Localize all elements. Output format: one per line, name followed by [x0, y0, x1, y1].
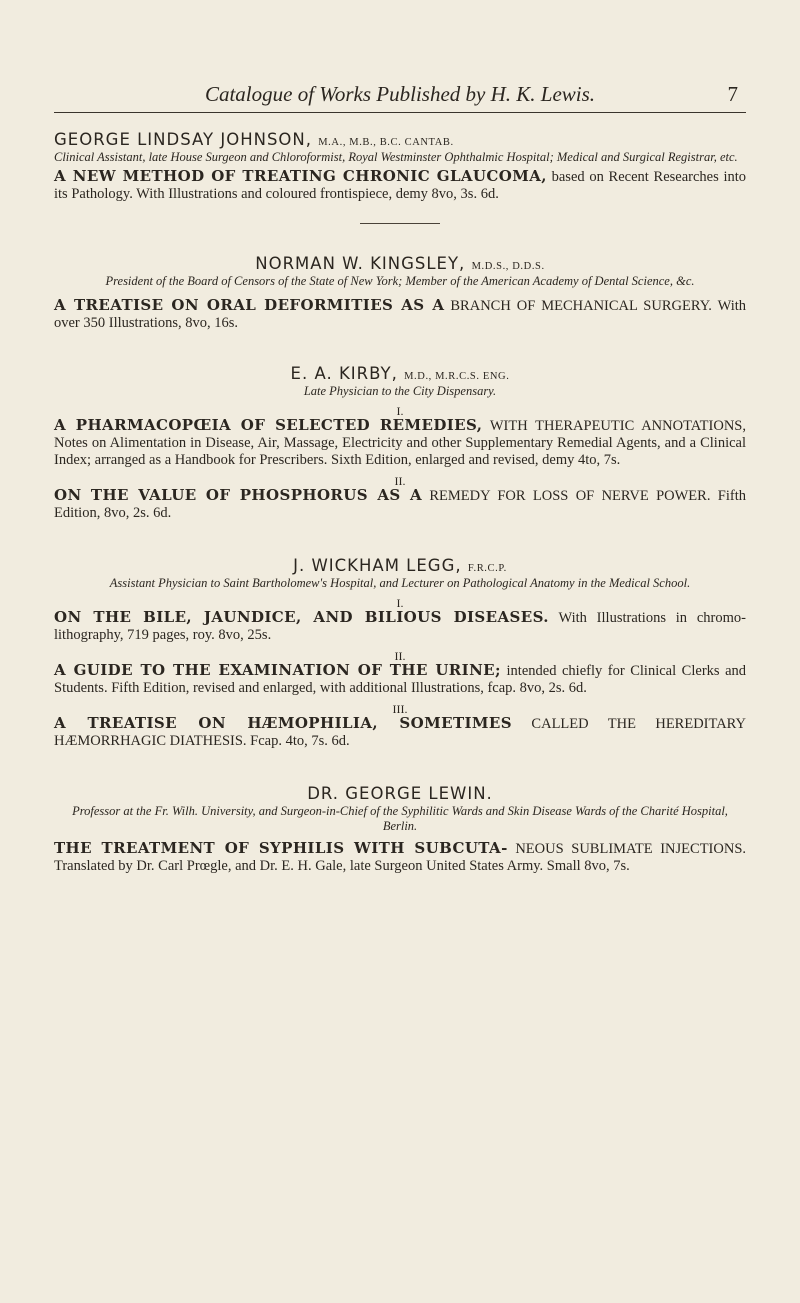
work-body: based on Recent Researches into its Pathology. With Illustrations and coloured frontispiece, demy 8vo, 3s. 6d. [54, 169, 747, 202]
work-title: ON THE VALUE OF PHOSPHORUS AS A [54, 486, 422, 504]
work-numeral: II. [394, 649, 406, 663]
work-numeral: III. [392, 702, 408, 716]
work-body: WITH THERAPEUTIC ANNOTATIONS, Notes on Alimentation in Disease, Air, Massage, Electricity and other Supplementary Remedial Agents, and a Clinical Index; arranged as a Handbook for Prescribers. Sixth Edition, enlarged and revised, demy 4to, 7s. [54, 418, 746, 468]
work-body: BRANCH OF MECHANICAL SURGERY. With over 350 Illustrations, 8vo, 16s. [54, 298, 747, 331]
work-entry [54, 715, 746, 750]
section-johnson [54, 130, 746, 203]
work-title: A GUIDE TO THE EXAMINATION OF THE URINE; [54, 661, 501, 679]
work-entry [54, 168, 746, 203]
work-body: REMEDY FOR LOSS OF NERVE POWER. Fifth Edition, 8vo, 2s. 6d. [54, 488, 747, 521]
author-qualifications: M.D., M.R.C.S. ENG. [404, 371, 510, 382]
work-entry [54, 840, 746, 875]
divider [360, 223, 440, 224]
page-number: 7 [727, 82, 738, 106]
author-name [54, 784, 746, 803]
page [54, 82, 746, 875]
author-name-text: J. WICKHAM LEGG, [293, 556, 462, 575]
running-head [54, 82, 746, 113]
work-body: NEOUS SUBLIMATE INJECTIONS. Translated by Dr. Carl Prœgle, and Dr. E. H. Gale, late Surgeon United States Army. Small 8vo, 7s. [54, 841, 747, 874]
author-affiliation: Clinical Assistant, late House Surgeon and Chloroformist, Royal Westminster Ophthalmic Hospital; Medical and Surgical Registrar, etc. [54, 150, 738, 164]
author-affiliation: Late Physician to the City Dispensary. [303, 384, 497, 398]
author-qualifications: M.A., M.B., B.C. CANTAB. [318, 137, 454, 148]
work-numeral: II. [394, 474, 406, 488]
work-entry [54, 487, 746, 522]
author-name-text: DR. GEORGE LEWIN. [307, 784, 493, 803]
work-title: THE TREATMENT OF SYPHILIS WITH SUBCUTA- [54, 839, 508, 857]
running-title: Catalogue of Works Published by H. K. Lewis. [204, 82, 596, 106]
author-name-text: E. A. KIRBY, [290, 364, 398, 383]
author-name [54, 130, 746, 149]
author-name-text: NORMAN W. KINGSLEY, [255, 254, 466, 273]
section-legg [54, 556, 746, 750]
author-qualifications: F.R.C.P. [467, 563, 507, 574]
section-kingsley [54, 254, 746, 332]
work-title: ON THE BILE, JAUNDICE, AND BILIOUS DISEASES. [54, 608, 549, 626]
work-entry [54, 662, 746, 697]
work-entry [54, 417, 746, 469]
work-body: CALLED THE HEREDITARY HÆMORRHAGIC DIATHESIS. Fcap. 4to, 7s. 6d. [54, 716, 747, 749]
work-numeral: I. [396, 404, 404, 418]
section-lewin [54, 784, 746, 875]
author-name [54, 254, 746, 273]
author-affiliation: President of the Board of Censors of the State of New York; Member of the American Academy of Dental Science, &c. [105, 274, 695, 288]
work-title: A TREATISE ON HÆMOPHILIA, SOMETIMES [54, 714, 512, 732]
work-entry [54, 609, 746, 644]
author-name [54, 556, 746, 575]
work-numeral: I. [396, 596, 404, 610]
author-name [54, 364, 746, 383]
work-title: A PHARMACOPŒIA OF SELECTED REMEDIES, [54, 416, 483, 434]
author-affiliation: Assistant Physician to Saint Bartholomew's Hospital, and Lecturer on Pathological Anatomy in the Medical School. [109, 576, 691, 590]
author-qualifications: M.D.S., D.D.S. [471, 261, 545, 272]
author-name-text: GEORGE LINDSAY JOHNSON, [54, 130, 312, 149]
work-body: intended chiefly for Clinical Clerks and Students. Fifth Edition, revised and enlarged, with additional Illustrations, fcap. 8vo, 2s. 6d. [54, 663, 747, 696]
section-kirby [54, 364, 746, 522]
work-title: A TREATISE ON ORAL DEFORMITIES AS A [54, 296, 445, 314]
work-entry [54, 297, 746, 332]
author-affiliation: Professor at the Fr. Wilh. University, and Surgeon-in-Chief of the Syphilitic Wards and Skin Disease Wards of the Charité Hospital, Berlin. [72, 804, 728, 833]
work-body: With Illustrations in chromo-lithography, 719 pages, roy. 8vo, 25s. [54, 610, 746, 643]
work-title: A NEW METHOD OF TREATING CHRONIC GLAUCOMA, [54, 167, 547, 185]
